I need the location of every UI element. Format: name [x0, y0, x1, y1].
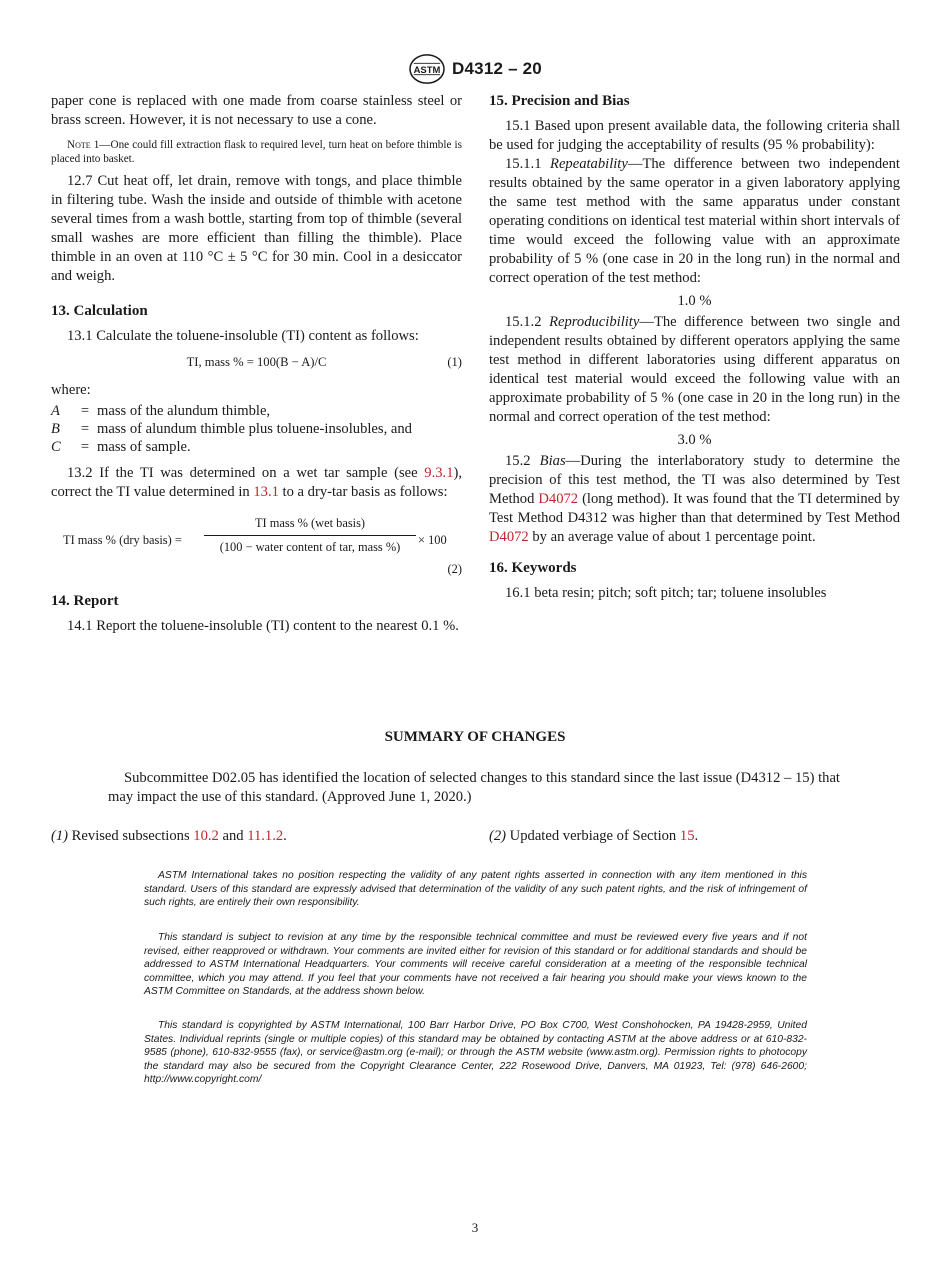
variable-row: C = mass of sample.: [51, 439, 191, 455]
variable-definitions: [51, 402, 462, 456]
paragraph-14-1: 14.1 Report the toluene-insoluble (TI) content to the nearest 0.1 %.: [67, 618, 459, 634]
astm-logo-icon: [408, 52, 446, 86]
equation-2-number: (2): [447, 562, 462, 576]
paragraph-12-7: 12.7 Cut heat off, let drain, remove with tongs, and place thimble in filtering tube. Wash the inside and outside of thimble with acetone several times from a wash bottle, starting from top of thimble (several small washes are more efficient than filling the thimble). Place thimble in an oven at 110 °C ± 5 °C for 30 min. Cool in a desiccator and weigh.: [51, 173, 462, 284]
reproducibility-value: 3.0 %: [677, 432, 712, 448]
link-11-1-2[interactable]: 11.1.2: [247, 828, 284, 844]
section-13-heading: 13. Calculation: [51, 303, 148, 319]
repeatability-value: 1.0 %: [677, 293, 712, 309]
variable-row: A = mass of the alundum thimble,: [51, 403, 271, 419]
copyright-notice: This standard is copyrighted by ASTM International, 100 Barr Harbor Drive, PO Box C700, West Conshohocken, PA 19428-2959, United States. Individual reprints (single or multiple copies) of this standard may be obtained by contacting ASTM at the above address or at 610-832-9585 (phone), 610-832-9555 (fax), or service@astm.org (e-mail); or through the ASTM website (www.astm.org). Permission rights to photocopy the standard may also be secured from the Copyright Clearance Center, 222 Rosewood Drive, Danvers, MA 01923, Tel: (978) 646-2600; http://www.copyright.com/: [144, 1020, 807, 1086]
paragraph-13-2: 13.2 If the TI was determined on a wet tar sample (see 9.3.1), correct the TI value determined in 13.1 to a dry-tar basis as follows:: [51, 465, 462, 500]
equation-2-lhs: TI mass % (dry basis) =: [63, 533, 182, 547]
summary-of-changes-title: SUMMARY OF CHANGES: [384, 729, 566, 745]
note-1: [51, 138, 462, 166]
patent-disclaimer: ASTM International takes no position respecting the validity of any patent rights asserted in connection with any item mentioned in this standard. Users of this standard are expressly advised that determination of the validity of any such patent rights, and the risk of infringement of such rights, are entirely their own responsibility.: [144, 870, 807, 909]
paragraph-15-1-1: 15.1.1 Repeatability—The difference between two independent results obtained by the same operator in a given laboratory applying the same test method with the same apparatus under constant operating conditions on identical test material within short intervals of time would exceed the following value with an approximate probability of 5 % (one case in 20 in the long run) in the normal and correct operation of the test method:: [489, 156, 900, 286]
page-header: [0, 52, 950, 86]
paragraph-16-1: 16.1 beta resin; pitch; soft pitch; tar; toluene insolubles: [505, 585, 827, 601]
link-10-2[interactable]: 10.2: [193, 828, 219, 844]
equation-1: [51, 353, 462, 371]
left-column: [51, 92, 462, 636]
paragraph-15-1: 15.1 Based upon present available data, the following criteria shall be used for judging the acceptability of results (95 % probability):: [489, 118, 900, 153]
equation-2-fraction: [204, 514, 416, 557]
paragraph-13-1: 13.1 Calculate the toluene-insoluble (TI) content as follows:: [67, 328, 419, 344]
link-section-15[interactable]: 15: [679, 828, 695, 844]
equation-2: [51, 512, 462, 576]
note-text: —One could fill extraction flask to required level, turn heat on before thimble is placed into basket.: [51, 139, 462, 165]
note-label: Note 1: [67, 139, 100, 151]
paragraph-15-2: 15.2 Bias—During the interlaboratory study to determine the precision of this test method, the TI was also determined by Test Method D4072 (long method). It was found that the TI determined by Test Method D4312 was higher than that determined by Test Method D4072 by an average value of about 1 percentage point.: [489, 453, 901, 545]
document-id: D4312 – 20: [452, 59, 542, 78]
change-item-1: (1) Revised subsections 10.2 and 11.1.2.: [51, 828, 287, 844]
change-item-2: (2) Updated verbiage of Section 15.: [489, 828, 699, 844]
equation-2-numerator: TI mass % (wet basis): [204, 514, 416, 536]
revision-notice: This standard is subject to revision at any time by the responsible technical committee and must be reviewed every five years and if not revised, either reapproved or withdrawn. Your comments are invited either for revision of this standard or for additional standards and should be addressed to ASTM International Headquarters. Your comments will receive careful consideration at a meeting of the responsible technical committee, which you may attend. If you feel that your comments have not received a fair hearing you should make your views known to the ASTM Committee on Standards, at the address shown below.: [144, 932, 807, 998]
section-15-heading: 15. Precision and Bias: [489, 93, 630, 109]
link-13-1[interactable]: 13.1: [253, 484, 279, 500]
equation-1-number: (1): [447, 355, 462, 369]
equation-2-denominator: (100 − water content of tar, mass %): [219, 540, 401, 554]
where-label: where:: [51, 382, 91, 398]
equation-1-body: TI, mass % = 100(B − A)/C: [186, 355, 327, 369]
paragraph-15-1-2: 15.1.2 Reproducibility—The difference between two single and independent results obtained by different operators applying the same test method in different laboratories using different apparatus on identical test material would exceed the following value with an approximate probability of 5 % (one case in 20 in the long run) in the normal and correct operation of the test method:: [489, 314, 900, 425]
variable-row: B = mass of alundum thimble plus toluene-insolubles, and: [51, 421, 412, 437]
link-d4072[interactable]: D4072: [489, 529, 529, 545]
section-16-heading: 16. Keywords: [489, 560, 577, 576]
link-d4072[interactable]: D4072: [538, 491, 579, 507]
equation-2-multiplier: × 100: [418, 533, 447, 547]
page-number: 3: [471, 1220, 479, 1235]
link-9-3-1[interactable]: 9.3.1: [424, 465, 454, 481]
right-column: [489, 92, 900, 603]
section-14-heading: 14. Report: [51, 593, 119, 609]
summary-body: Subcommittee D02.05 has identified the location of selected changes to this standard since the last issue (D4312 – 15) that may impact the use of this standard. (Approved June 1, 2020.): [108, 770, 840, 805]
svg-text:ASTM: ASTM: [413, 64, 441, 76]
paragraph-continuation: paper cone is replaced with one made from coarse stainless steel or brass screen. However, it is not necessary to use a cone.: [51, 93, 462, 128]
